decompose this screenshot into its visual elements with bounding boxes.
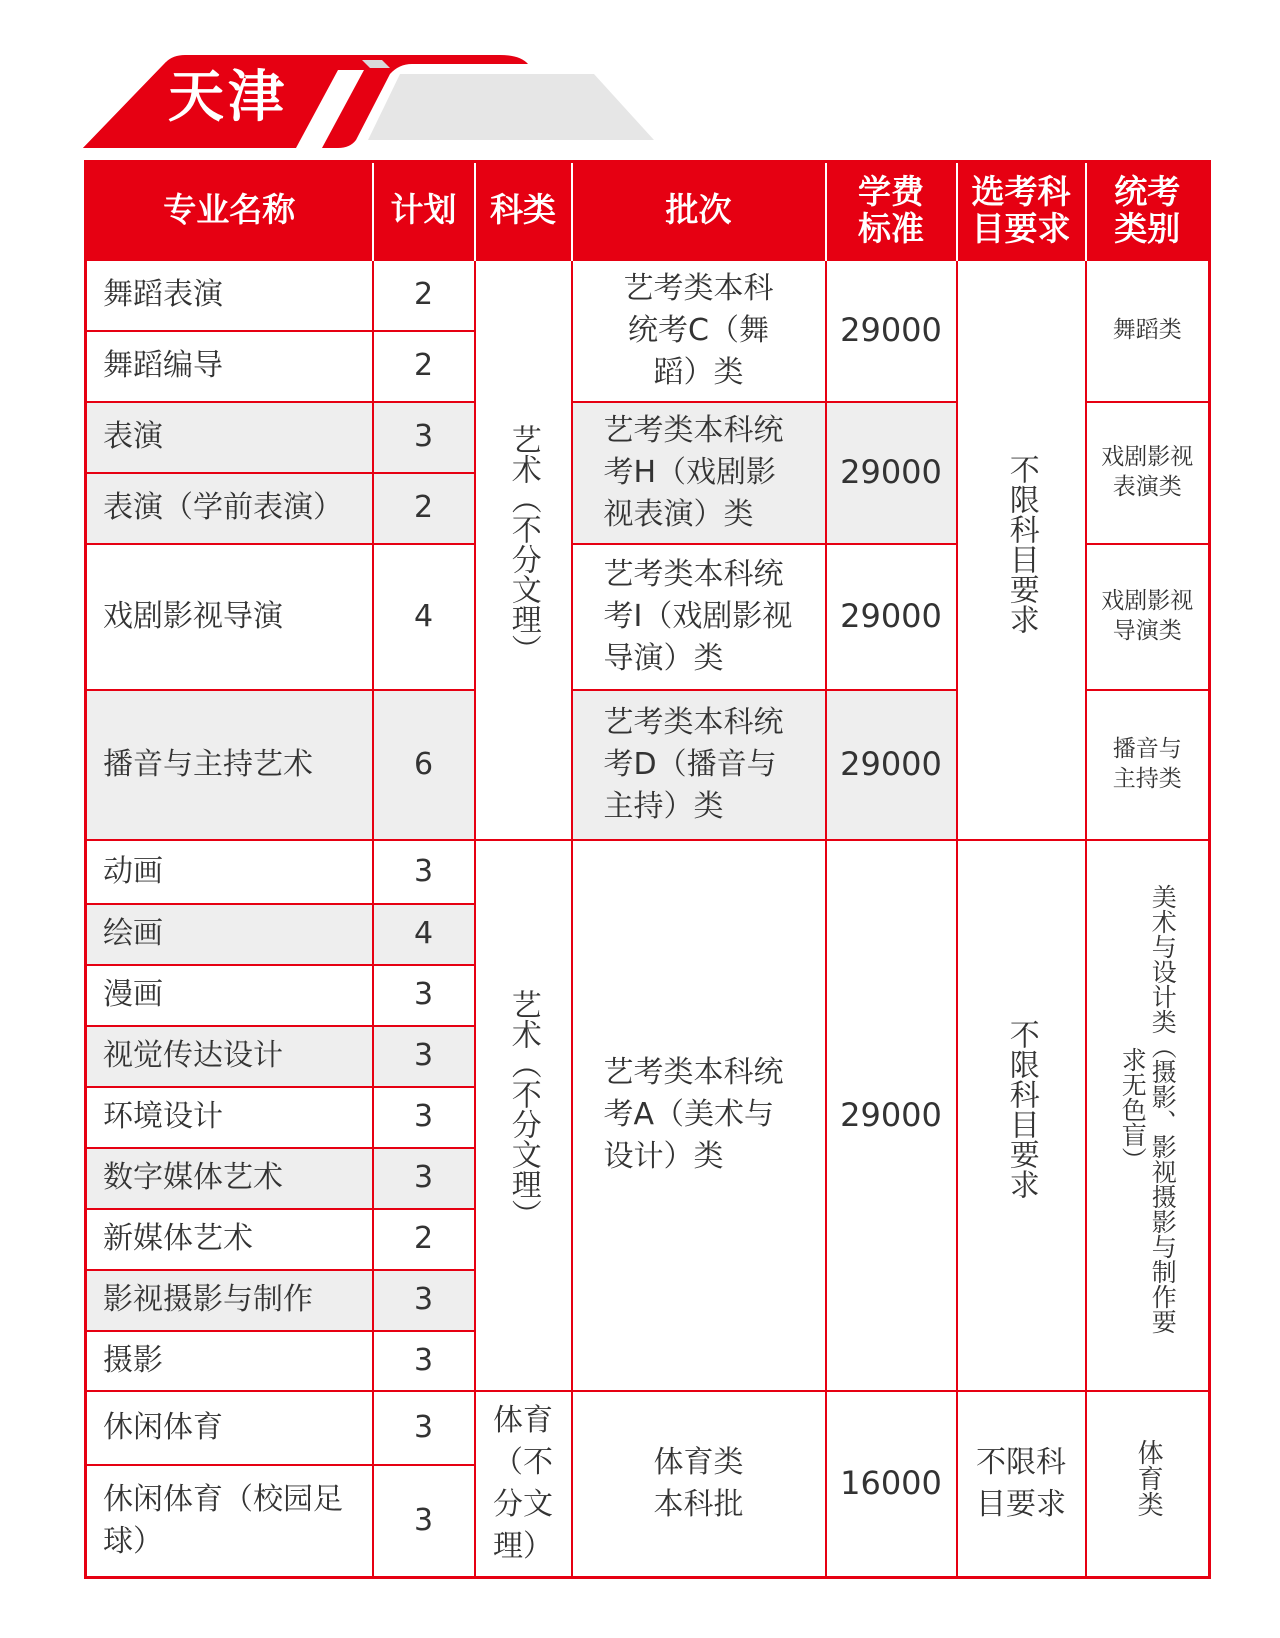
header-requirement: 选考科 目要求 [957, 162, 1086, 260]
fee-sport: 16000 [826, 1391, 957, 1578]
header-plan: 计划 [373, 162, 475, 260]
header-exam-type: 统考 类别 [1086, 162, 1210, 260]
requirement-group-2: 不限科目要求 [957, 840, 1086, 1391]
exam-type-c: 舞蹈类 [1086, 260, 1210, 402]
plan-count: 6 [373, 690, 475, 840]
major-name: 绘画 [86, 904, 373, 965]
batch-sport: 体育类本科批 [572, 1391, 826, 1578]
major-name: 数字媒体艺术 [86, 1148, 373, 1209]
exam-type-sport: 体育类 [1086, 1391, 1210, 1578]
plan-count: 2 [373, 1209, 475, 1270]
exam-type-a: 美术与设计类（摄影、影视摄影与制作要求无色盲） [1086, 840, 1210, 1391]
batch-d: 艺考类本科统考D（播音与主持）类 [572, 690, 826, 840]
plan-count: 2 [373, 331, 475, 402]
plan-count: 3 [373, 1465, 475, 1578]
plan-count: 4 [373, 544, 475, 690]
subject-sport: 体育（不分文理） [475, 1391, 572, 1578]
region-banner [0, 0, 1280, 160]
fee-batch-c: 29000 [826, 260, 957, 402]
major-name: 漫画 [86, 965, 373, 1026]
major-name: 摄影 [86, 1331, 373, 1391]
plan-count: 3 [373, 1148, 475, 1209]
major-name: 休闲体育（校园足球） [86, 1465, 373, 1578]
plan-count: 3 [373, 402, 475, 473]
table-row [86, 1391, 1210, 1465]
header-fee: 学费 标准 [826, 162, 957, 260]
region-title: 天津 [168, 65, 288, 130]
requirement-group-1: 不限科目要求 [957, 260, 1086, 840]
major-name: 舞蹈表演 [86, 260, 373, 331]
major-name: 戏剧影视导演 [86, 544, 373, 690]
major-name: 环境设计 [86, 1087, 373, 1148]
banner-shape [0, 0, 700, 160]
exam-type-i: 戏剧影视导演类 [1086, 544, 1210, 690]
subject-art-1: 艺术（不分文理） [475, 260, 572, 840]
batch-i: 艺考类本科统考Ⅰ（戏剧影视导演）类 [572, 544, 826, 690]
plan-count: 4 [373, 904, 475, 965]
major-name: 表演（学前表演） [86, 473, 373, 544]
fee-batch-d: 29000 [826, 690, 957, 840]
requirement-group-3: 不限科目要求 [957, 1391, 1086, 1578]
major-name: 视觉传达设计 [86, 1026, 373, 1087]
major-name: 舞蹈编导 [86, 331, 373, 402]
plan-count: 3 [373, 1331, 475, 1391]
header-major: 专业名称 [86, 162, 373, 260]
plan-count: 3 [373, 1087, 475, 1148]
header-batch: 批次 [572, 162, 826, 260]
batch-a: 艺考类本科统考A（美术与设计）类 [572, 840, 826, 1391]
fee-batch-i: 29000 [826, 544, 957, 690]
plan-count: 3 [373, 840, 475, 904]
plan-count: 2 [373, 260, 475, 331]
table-row [86, 260, 1210, 331]
major-name: 动画 [86, 840, 373, 904]
batch-c: 艺考类本科统考C（舞蹈）类 [572, 260, 826, 402]
major-name: 表演 [86, 402, 373, 473]
fee-batch-a: 29000 [826, 840, 957, 1391]
subject-art-2: 艺术（不分文理） [475, 840, 572, 1391]
plan-count: 3 [373, 1026, 475, 1087]
table-row [86, 840, 1210, 904]
major-name: 播音与主持艺术 [86, 690, 373, 840]
batch-h: 艺考类本科统考H（戏剧影视表演）类 [572, 402, 826, 544]
header-subject: 科类 [475, 162, 572, 260]
plan-count: 3 [373, 1270, 475, 1331]
admission-plan-table [84, 160, 1211, 1579]
plan-count: 3 [373, 1391, 475, 1465]
major-name: 影视摄影与制作 [86, 1270, 373, 1331]
header-row [86, 162, 1210, 260]
plan-count: 3 [373, 965, 475, 1026]
plan-count: 2 [373, 473, 475, 544]
exam-type-h: 戏剧影视表演类 [1086, 402, 1210, 544]
major-name: 休闲体育 [86, 1391, 373, 1465]
exam-type-d: 播音与主持类 [1086, 690, 1210, 840]
major-name: 新媒体艺术 [86, 1209, 373, 1270]
fee-batch-h: 29000 [826, 402, 957, 544]
